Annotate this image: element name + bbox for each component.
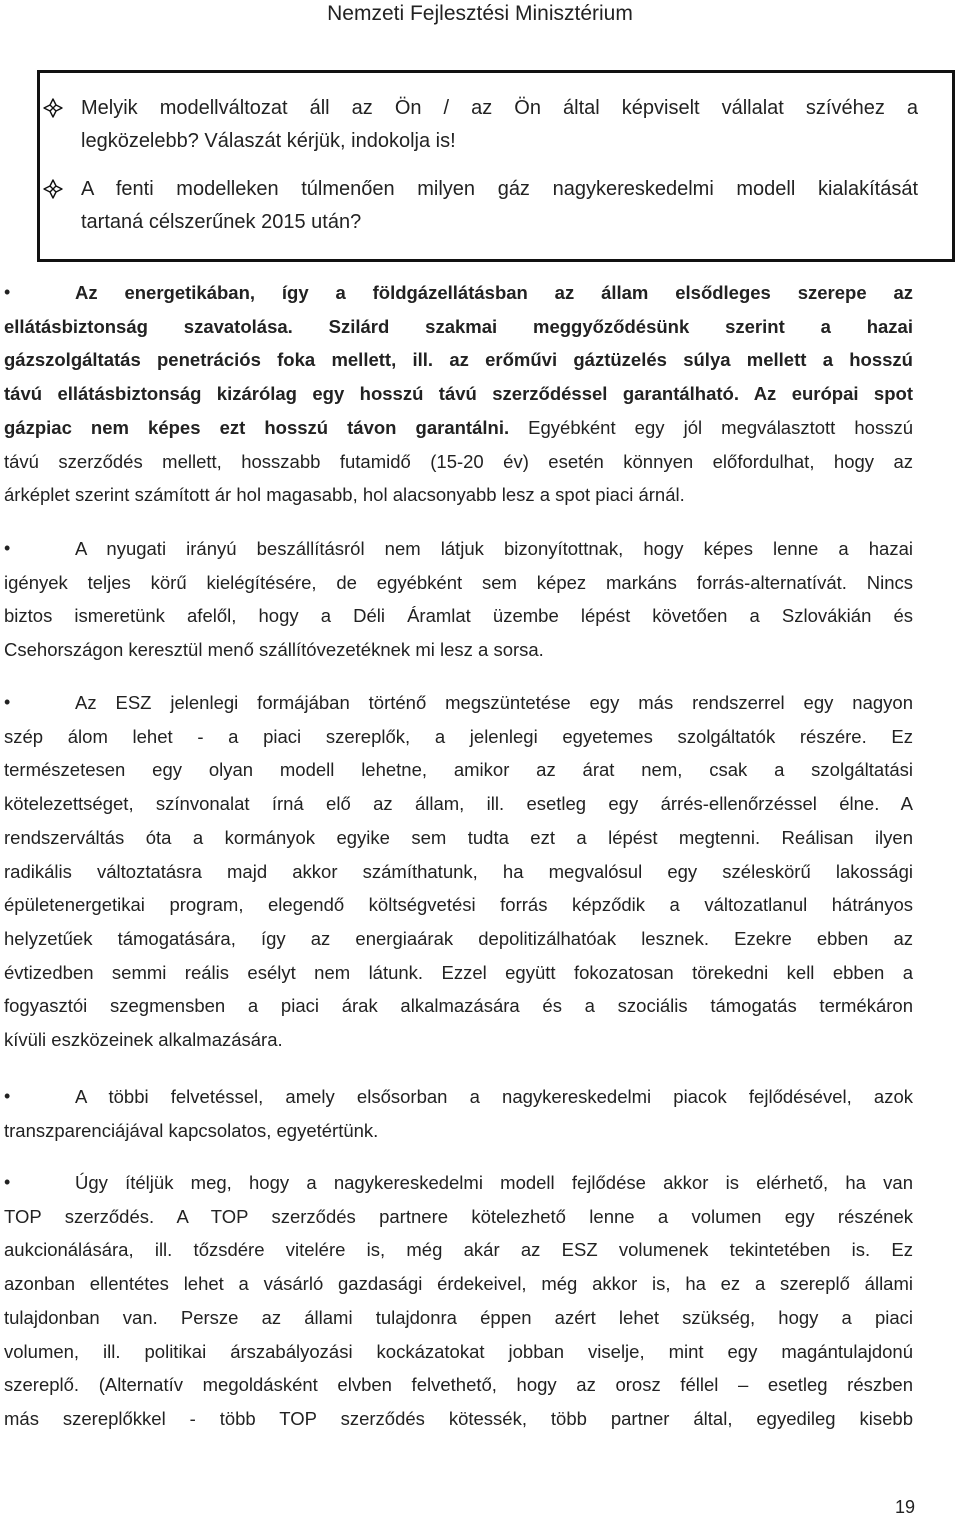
diamond-bullet-icon [43,179,63,199]
paragraph-line: transzparenciájával kapcsolatos, egyetértünk. [4,1119,379,1141]
paragraph-bullet: • [4,692,11,712]
paragraph-line: biztos ismeretünk afelől, hogy a Déli Áramlat üzembe lépést követően a Szlovákián és [4,605,913,627]
bold-text-fragment: gázpiac nem képes ezt hosszú távon garantálni. [4,416,510,438]
paragraph-line: más szereplőkkel - több TOP szerződés kötessék, több partner által, egyedileg kisebb [4,1407,913,1429]
paragraph-line: szereplő. (Alternatív megoldásként elvben felvethető, hogy az orosz féllel – esetleg részben [4,1374,913,1396]
paragraph-line: A többi felvetéssel, amely elsősorban a nagykereskedelmi piacok fejlődésével, azok [75,1086,913,1107]
paragraph-top-contract [4,1166,913,1436]
document-header [0,0,960,27]
paragraph-line: Az ESZ jelenlegi formájában történő megszüntetése egy más rendszerrel egy nagyon [75,692,913,713]
paragraph-line: Csehországon keresztül menő szállítóvezetéknek mi lesz a sorsa. [4,639,544,661]
ministry-name: Nemzeti Fejlesztési Minisztérium [327,2,633,25]
paragraph-line: szép álom lehet - a piaci szereplők, a jelenlegi egyetemes szolgáltatók részére. Ez [4,725,913,747]
paragraph-line: volumen, ill. politikai árszabályozási kockázatokat jobban viselje, mint egy magántulajdonú [4,1340,913,1362]
question-box [37,70,955,262]
paragraph-line: távú szerződés mellett, hosszabb futamidő (15-20 év) esetén könnyen előfordulhat, hogy az [4,450,913,472]
paragraph-line: gázszolgáltatás penetrációs foka mellett, ill. az erőművi gáztüzelés súlya mellett a hosszú [4,349,913,371]
paragraph-line: kívüli eszközeinek alkalmazására. [4,1029,283,1051]
paragraph-line: Az energetikában, így a földgázellátásban az állam elsődleges szerepe az [75,282,913,303]
paragraph-line: azonban ellentétes lehet a vásárló gazdasági érdekeivel, még akkor is, ha ez a szereplő állami [4,1273,913,1295]
paragraph-esz-abolition [4,686,913,1057]
paragraph-line: gázpiac nem képes ezt hosszú távon garantálni. Egyébként egy jól megválasztott hosszú [4,416,913,438]
paragraph-line: aukcionálására, ill. tőzsdére vitelére is, még akár az ESZ volumenek tekintetében is. Ez [4,1239,913,1261]
diamond-bullet-icon [43,98,63,118]
paragraph-line: évtizedben semmi reális esélyt nem látunk. Ezzel együtt fokozatosan törekedni kell ebben a [4,961,913,983]
question-line: legközelebb? Válaszát kérjük, indokolja is! [81,130,456,152]
paragraph-energy-security [4,276,913,512]
paragraph-line: tulajdonban van. Persze az állami tulajdonra éppen azért lehet szükség, hogy a piaci [4,1306,913,1328]
question-line: Melyik modellváltozat áll az Ön / az Ön által képviselt vállalat szívéhez a [81,97,918,119]
paragraph-westbound-supply [4,532,913,667]
paragraph-line: A nyugati irányú beszállításról nem látjuk bizonyítottnak, hogy képes lenne a hazai [75,538,913,559]
paragraph-bullet: • [4,1086,11,1106]
question-line: tartaná célszerűnek 2015 után? [81,211,362,233]
question-item [81,173,918,239]
paragraph-line: fogyasztói szegmensben a piaci árak alkalmazására és a szociális támogatás termékáron [4,995,913,1017]
paragraph-line: kötelezettséget, színvonalat írná elő az állam, ill. esetleg egy árrés-ellenőrzéssel élne. A [4,793,913,815]
page-number: 19 [894,1497,915,1517]
paragraph-line: igények teljes körű kielégítésére, de egyébként sem képez markáns forrás-alternatívát. Nincs [4,571,913,593]
question-item [81,92,918,158]
paragraph-agreement [4,1080,913,1147]
paragraph-line: távú ellátásbiztonság kizárólag egy hosszú távú szerződéssel garantálható. Az európai spot [4,383,913,405]
paragraph-bullet: • [4,1172,11,1192]
paragraph-line: helyzetűek támogatására, így az energiaárak depolitizálhatóak lesznek. Ezekre ebben az [4,927,913,949]
question-line: A fenti modelleken túlmenően milyen gáz nagykereskedelmi modell kialakítását [81,178,918,200]
paragraph-bullet: • [4,538,11,558]
paragraph-line: épületenergetikai program, elegendő költségvetési forrás képződik a változatlanul hátrányos [4,894,913,916]
paragraph-line: természetesen egy olyan modell lehetne, amikor az árat nem, csak a szolgáltatási [4,759,913,781]
paragraph-line: TOP szerződés. A TOP szerződés partnere kötelezhető lenne a volumen egy részének [4,1205,913,1227]
paragraph-line: ellátásbiztonság szavatolása. Szilárd szakmai meggyőződésünk szerint a hazai [4,315,913,337]
paragraph-line: radikális változtatásra majd akkor számíthatunk, ha megvalósul egy széleskörű lakossági [4,860,913,882]
paragraph-line: Úgy ítéljük meg, hogy a nagykereskedelmi modell fejlődése akkor is elérhető, ha van [75,1172,913,1193]
paragraph-line: rendszerváltás óta a kormányok egyike sem tudta ezt a lépést megtenni. Reálisan ilyen [4,826,913,848]
paragraph-line: árképlet szerint számított ár hol magasabb, hol alacsonyabb lesz a spot piaci árnál. [4,484,685,506]
paragraph-bullet: • [4,282,11,302]
